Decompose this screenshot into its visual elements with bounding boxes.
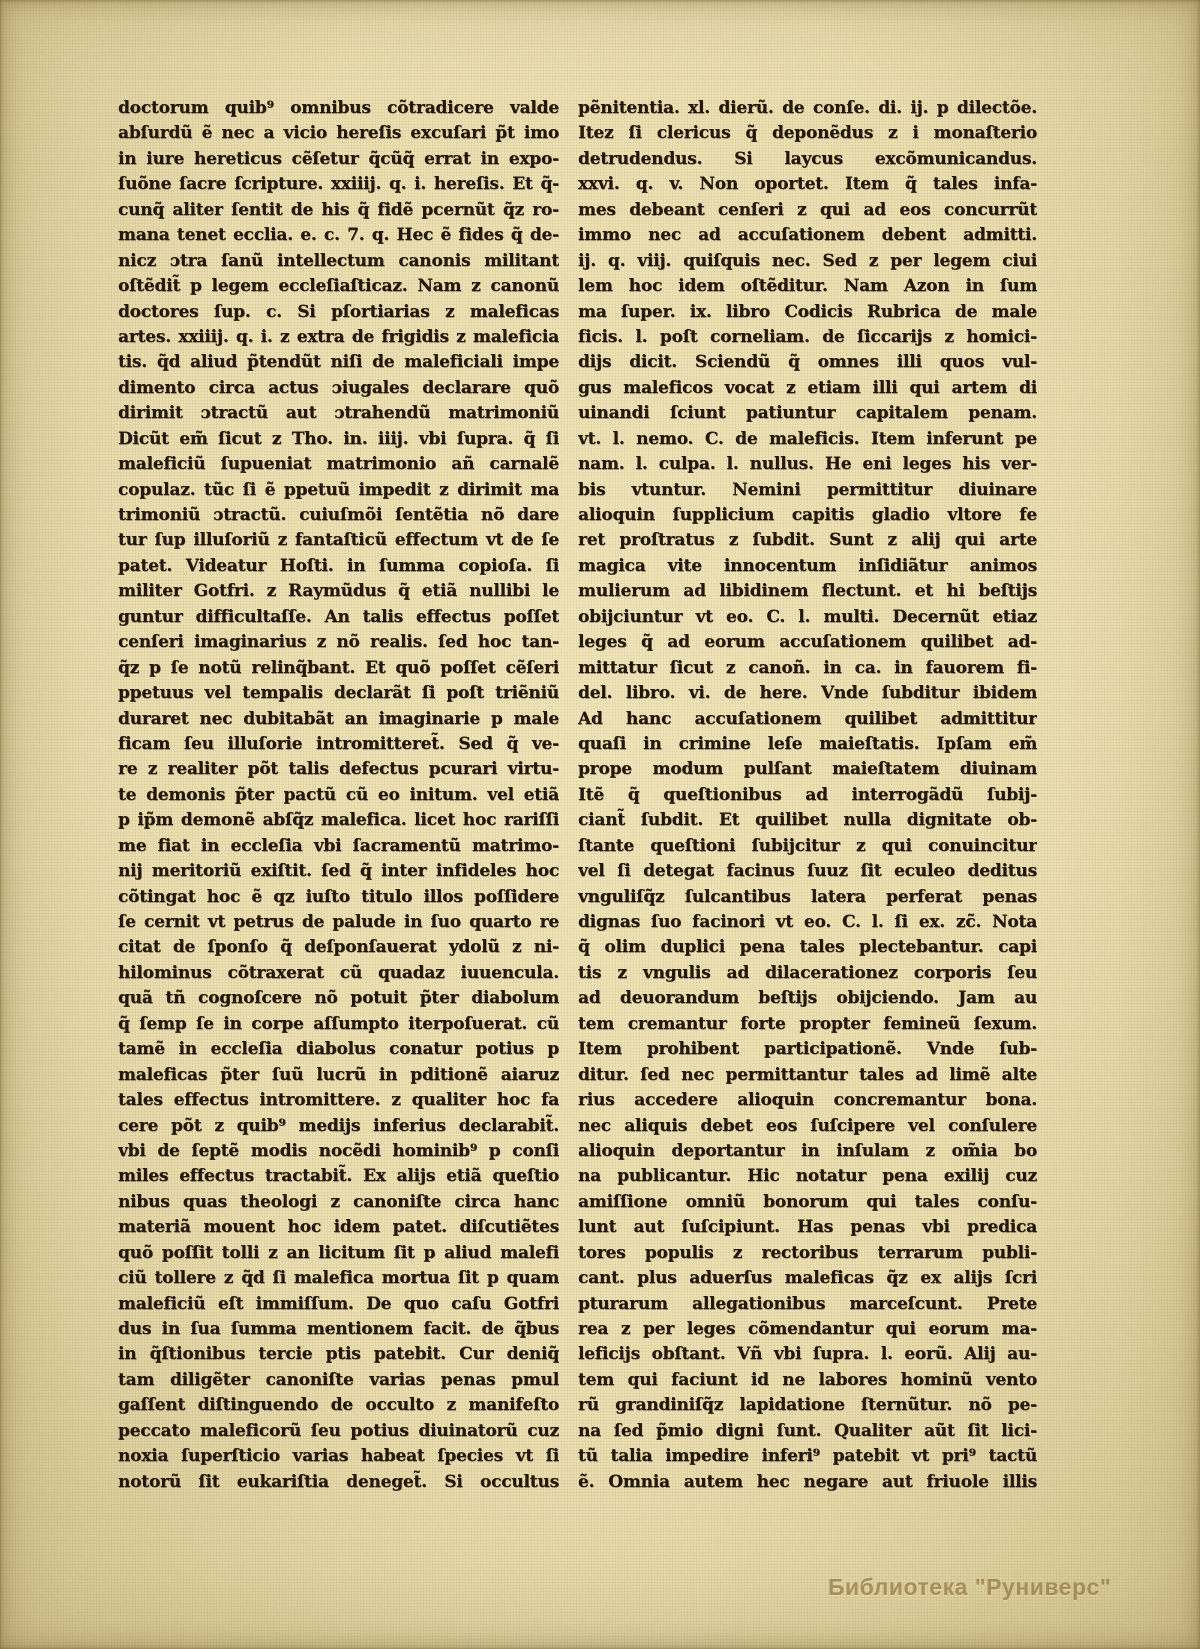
text-line: abſurdũ ẽ nec a vicio hereſis excuſari p̃t imo xyxy=(118,123,559,144)
text-line: doctores ſup. c. Si pſortiarias z maleficas xyxy=(118,301,559,322)
text-line: miles effectus tractabit̃. Ex alijs etiã queſtio xyxy=(118,1166,559,1187)
text-line: rius accedere alioquin concremantur bona. xyxy=(578,1090,1037,1111)
text-line: alioquin deportantur in inſulam z om̃ia bo xyxy=(578,1140,1037,1161)
text-line: magica vite innocentum inſidiãtur animos xyxy=(578,555,1037,576)
text-line: leges q̃ ad eorum accuſationem quilibet ad- xyxy=(578,632,1037,653)
text-line: Itez ſi clericus q̃ deponẽdus z i monaſterio xyxy=(578,123,1037,144)
text-line: cõtingat hoc ẽ qz iuſto titulo illos poſſidere xyxy=(118,886,559,907)
text-line: tũ talia impedire inferi⁹ patebit vt pri⁹ tactũ xyxy=(578,1446,1037,1467)
text-line: immo nec ad accuſationem debent admitti. xyxy=(578,225,1037,246)
text-line: dimento circa actus ɔiugales declarare quõ xyxy=(118,377,559,398)
text-line: maleficiũ eſt immiſſum. De quo caſu Gotfri xyxy=(118,1293,559,1314)
text-line: re z realiter põt talis defectus pcurari virtu- xyxy=(118,759,559,780)
text-line: uinandi ſciunt patiuntur capitalem penam. xyxy=(578,403,1037,424)
text-line: cenſeri imaginarius z nõ realis. ſed hoc tan- xyxy=(118,632,559,653)
text-line: doctorum quib⁹ omnibus cõtradicere valde xyxy=(118,98,559,118)
text-line: ciant̃ ſubdit. Et quilibet nulla dignitate ob- xyxy=(578,810,1037,831)
text-line: ficis. l. poſt corneliam. de ſiccarijs z homici- xyxy=(578,326,1037,347)
text-line: quaſi in crimine leſe maieſtatis. Ipſam em̃ xyxy=(578,733,1037,754)
text-column-left xyxy=(118,96,559,1496)
text-line: noxia ſuperſticio varias habeat ſpecies vt ſi xyxy=(118,1446,559,1467)
text-line: me fiat in eccleſia vbi ſacramentũ matrimo- xyxy=(118,835,559,856)
text-line: nibus quas theologi z canoniſte circa hanc xyxy=(118,1191,559,1212)
text-line: lunt aut ſuſcipiunt. Has penas vbi predica xyxy=(578,1217,1037,1238)
text-line: nicz ɔtra ſanũ intellectum canonis militant xyxy=(118,250,559,271)
text-line: dirimit ɔtractũ aut ɔtrahendũ matrimoniũ xyxy=(118,403,559,424)
text-line: gaſſent diſtinguendo de occulto z manifeſto xyxy=(118,1395,559,1416)
text-line: mulierum ad libidinem flectunt. et hi beſtijs xyxy=(578,581,1037,602)
text-line: trimoniũ ɔtractũ. cuiuſmõi ſentẽtia nõ dare xyxy=(118,505,559,525)
text-line: Item prohibent participationẽ. Vnde ſub- xyxy=(578,1039,1037,1060)
text-line: na ſed p̃mio digni ſunt. Qualiter aũt ſit lici- xyxy=(578,1420,1037,1441)
text-line: vbi de ſeptẽ modis nocẽdi hominib⁹ p conſi xyxy=(118,1140,559,1161)
text-line: notorũ ſit eukariſtia deneget̃. Si occultus xyxy=(118,1471,559,1492)
text-line: q̃ olim duplici pena tales plectebantur. capi xyxy=(578,937,1037,958)
text-line: vt. l. nemo. C. de maleficis. Item inferunt pe xyxy=(578,428,1037,449)
text-line: tores populis z rectoribus terrarum publi- xyxy=(578,1242,1037,1263)
text-line: gus maleficos vocat z etiam illi qui artem di xyxy=(578,377,1037,398)
text-line: artes. xxiiij. q. i. z extra de frigidis z maleficia xyxy=(118,326,559,347)
text-line: p ip̃m demonẽ abſq̃z malefica. licet hoc rariſſi xyxy=(118,810,559,831)
text-line: militer Gotfri. z Raymũdus q̃ etiã nullibi le xyxy=(118,581,559,602)
text-line: Dicũt em̃ ſicut z Tho. in. iiij. vbi ſupra. q̃ ſi xyxy=(118,428,559,449)
text-line: tamẽ in eccleſia diabolus conatur potius p xyxy=(118,1039,559,1060)
text-line: tis. q̃d aliud p̃tendũt niſi de maleficiali impe xyxy=(118,352,559,373)
text-line: ret proſtratus z ſubdit. Sunt z alij qui arte xyxy=(578,530,1037,551)
text-line: xxvi. q. v. Non oportet. Item q̃ tales infa- xyxy=(578,174,1037,195)
text-line: hilominus cõtraxerat cũ quadaz iuuencula. xyxy=(118,962,559,983)
text-column-right xyxy=(578,96,1037,1496)
text-line: pẽnitentia. xl. dierũ. de conſe. di. ij. p dilectõe. xyxy=(578,98,1037,118)
library-watermark: Библиотека "Руниверс" xyxy=(828,1574,1112,1600)
text-line: patet. Videatur Hoſti. in ſumma copioſa. ſi xyxy=(118,555,559,576)
text-line: ſe cernit vt petrus de palude in ſuo quarto re xyxy=(118,912,559,932)
text-line: rea z per leges cõmendantur qui eorum ma- xyxy=(578,1319,1037,1339)
text-line: materiã mouent hoc idem patet. diſcutiẽtes xyxy=(118,1217,559,1238)
text-line: obijciuntur vt eo. C. l. multi. Decernũt etiaz xyxy=(578,606,1037,627)
text-line: ſtante queſtioni ſubijcitur z qui conuincitur xyxy=(578,835,1037,856)
text-line: pturarum allegationibus marceſcunt. Prete xyxy=(578,1293,1037,1314)
text-line: guntur difficultaſſe. An talis effectus poſſet xyxy=(118,606,559,627)
text-line: nam. l. culpa. l. nullus. He eni leges his ver- xyxy=(578,454,1037,475)
text-line: dus in ſua ſumma mentionem facit. de q̃bus xyxy=(118,1319,559,1339)
text-line: quõ poſſit tolli z an licitum ſit p aliud malefi xyxy=(118,1242,559,1263)
text-line: nij meritoriũ exiſtit. ſed q̃ inter infideles hoc xyxy=(118,861,559,882)
text-line: tales effectus intromittere. z qualiter hoc fa xyxy=(118,1090,559,1111)
text-line: rũ grandiniſq̃z lapidatione ſternũtur. nõ pe- xyxy=(578,1395,1037,1416)
text-line: mes debeant cenſeri z qui ad eos concurrũt xyxy=(578,199,1037,220)
text-line: bis vtuntur. Nemini permittitur diuinare xyxy=(578,479,1037,500)
text-line: tam diligẽter canoniſte varias penas pmul xyxy=(118,1369,559,1390)
text-line: ma ſuper. ix. libro Codicis Rubrica de male xyxy=(578,301,1037,322)
text-line: ſuõne ſacre ſcripture. xxiiij. q. i. hereſis. Et q̃- xyxy=(118,174,559,195)
text-line: tur ſup illuſoriũ z fantaſticũ effectum vt de ſe xyxy=(118,530,559,551)
text-line: peccato maleficorũ ſeu potius diuinatorũ cuz xyxy=(118,1420,559,1441)
text-line: del. libro. vi. de here. Vnde ſubditur ibidem xyxy=(578,683,1037,704)
text-line: vnguliſq̃z ſulcantibus latera perferat penas xyxy=(578,886,1037,907)
text-line: ciũ tollere z q̃d ſi malefica mortua ſit p quam xyxy=(118,1268,559,1289)
text-line: nec aliquis debet eos ſuſcipere vel conſulere xyxy=(578,1115,1037,1136)
text-line: detrudendus. Si laycus excõmunicandus. xyxy=(578,148,1037,169)
text-line: oſtẽdit̃ p legem eccleſiaſticaz. Nam z canonũ xyxy=(118,276,559,297)
text-line: duraret nec dubitabãt an imaginarie p male xyxy=(118,708,559,729)
text-line: copulaz. tũc ſi ẽ ppetuũ impedit z dirimit ma xyxy=(118,479,559,500)
text-line: ad deuorandum beſtijs obijciendo. Jam au xyxy=(578,988,1037,1009)
text-line: dignas ſuo facinori vt eo. C. l. ſi ex. zc̃. Nota xyxy=(578,912,1037,932)
text-line: q̃ ſemp ſe in corpe aſſumpto iterpoſuerat. cũ xyxy=(118,1013,559,1034)
text-line: mittatur ſicut z canoñ. in ca. in fauorem fi- xyxy=(578,657,1037,678)
text-line: mana tenet ecclia. e. c. 7. q. Hec ẽ fides q̃ de- xyxy=(118,225,559,246)
text-line: tem qui faciunt id ne labores hominũ vento xyxy=(578,1369,1037,1390)
text-line: tis z vngulis ad dilacerationez corporis ſeu xyxy=(578,962,1037,983)
text-line: cant. plus aduerſus maleficas q̃z ex alijs ſcri xyxy=(578,1268,1037,1289)
text-line: quã tñ cognoſcere nõ potuit p̃ter diabolum xyxy=(118,988,559,1009)
text-line: citat de ſponſo q̃ deſponſauerat ydolũ z ni- xyxy=(118,937,559,958)
text-line: vel ſi detegat facinus ſuuz ſit eculeo deditus xyxy=(578,861,1037,882)
text-line: leficijs obſtant. Vñ vbi ſupra. l. eorũ. Alij au- xyxy=(578,1344,1037,1365)
text-line: Ad hanc accuſationem quilibet admittitur xyxy=(578,708,1037,729)
text-line: tem cremantur forte propter femineũ ſexum. xyxy=(578,1013,1037,1034)
text-line: alioquin ſupplicium capitis gladio vltore fe xyxy=(578,505,1037,525)
text-line: ditur. ſed nec permittantur tales ad limẽ alte xyxy=(578,1064,1037,1085)
text-line: ẽ. Omnia autem hec negare aut friuole illis xyxy=(578,1471,1037,1492)
text-line: na publicantur. Hic notatur pena exilij cuz xyxy=(578,1166,1037,1187)
text-line: te demonis p̃ter pactũ cũ eo initum. vel etiã xyxy=(118,784,559,805)
text-line: in q̃ſtionibus tercie ptis patebit. Cur deniq̃ xyxy=(118,1344,559,1365)
text-line: ij. q. viij. quiſquis nec. Sed z per legem ciui xyxy=(578,250,1037,271)
text-line: lem hoc idem oſtẽditur. Nam Azon in ſum xyxy=(578,276,1037,297)
text-line: ficam ſeu illuſorie intromitteret̃. Sed q̃ ve- xyxy=(118,733,559,754)
text-line: cere põt z quib⁹ medijs inferius declarabit̃. xyxy=(118,1115,559,1136)
text-line: maleficiũ ſupueniat matrimonio añ carnalẽ xyxy=(118,454,559,475)
text-line: cunq̃ aliter ſentit de his q̃ fidẽ pcernũt q̃z ro- xyxy=(118,199,559,220)
text-line: Itẽ q̃ queſtionibus ad interrogãdũ ſubij- xyxy=(578,784,1037,805)
text-line: amiſſione omniũ bonorum qui tales conſu- xyxy=(578,1191,1037,1212)
text-line: in iure hereticus cẽſetur q̃cũq̃ errat in expo- xyxy=(118,148,559,169)
text-line: maleficas p̃ter ſuũ lucrũ in pditionẽ aiaruz xyxy=(118,1064,559,1085)
text-line: dijs dicit. Sciendũ q̃ omnes illi quos vul- xyxy=(578,352,1037,373)
text-line: ppetuus vel tempalis declarãt ſi poſt triẽniũ xyxy=(118,683,559,704)
text-line: q̃z p ſe notũ relinq̃bant. Et quõ poſſet cẽſeri xyxy=(118,657,559,678)
text-line: prope modum pulſant maieſtatem diuinam xyxy=(578,759,1037,780)
